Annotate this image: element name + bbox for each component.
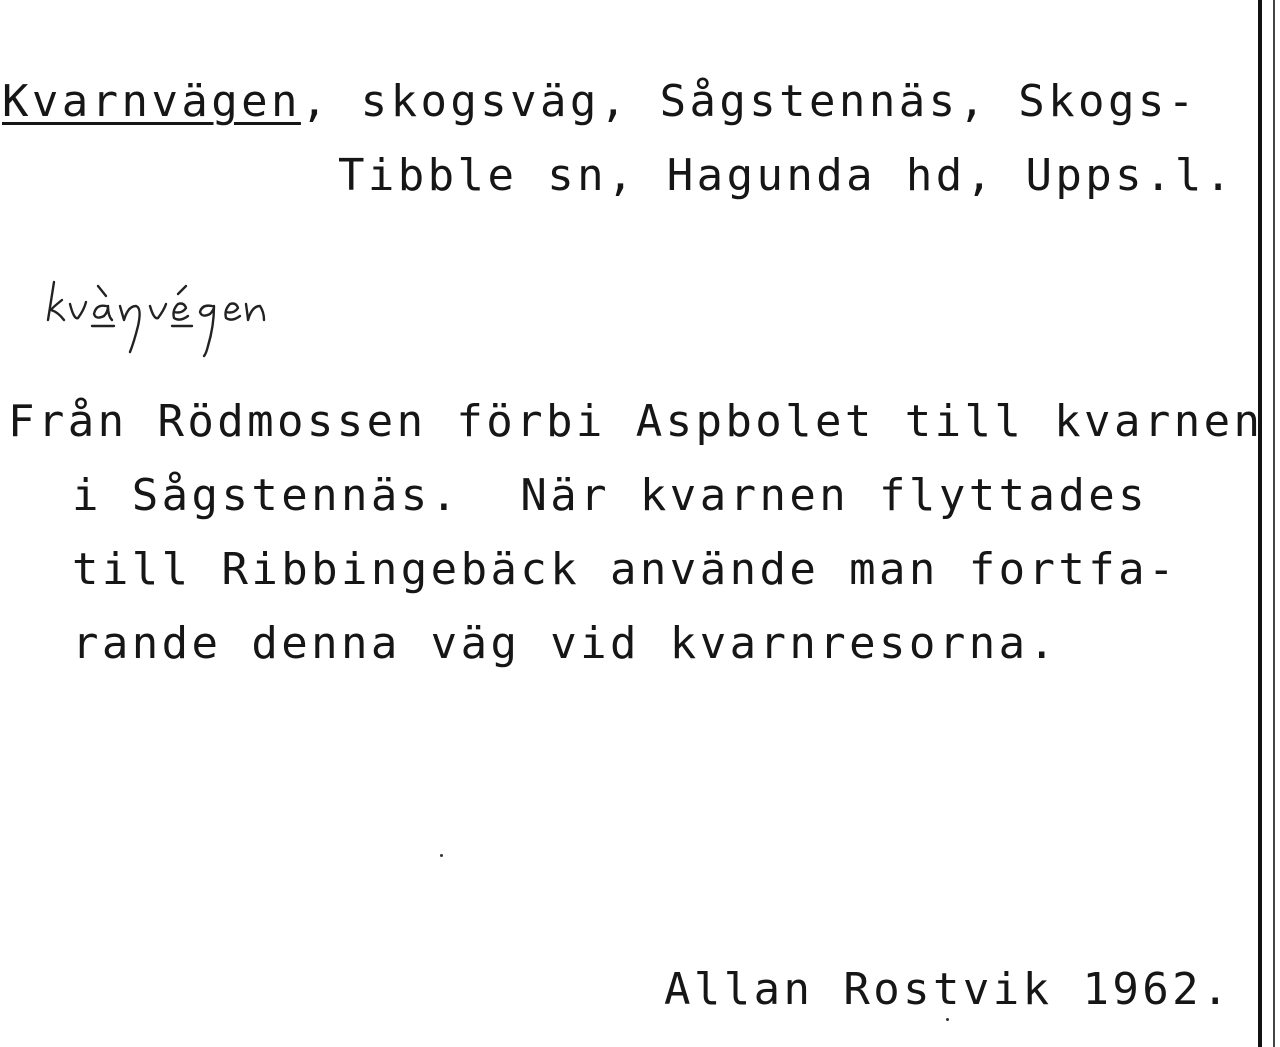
body-line-2: i Sågstennäs. När kvarnen flyttades — [72, 470, 1149, 521]
handwritten-pronunciation-drawing — [40, 262, 440, 372]
paper-speck — [946, 1018, 949, 1021]
body-line-4: rande denna väg vid kvarnresorna. — [72, 618, 1059, 669]
header-line-1 — [2, 76, 1198, 127]
signature: Allan Rostvik 1962. — [664, 964, 1232, 1015]
card-edge-border-secondary — [1273, 0, 1275, 1047]
place-name: Kvarnvägen — [2, 76, 301, 127]
handwritten-pronunciation — [40, 262, 440, 372]
header-line-2: Tibble sn, Hagunda hd, Upps.l. — [338, 150, 1235, 201]
paper-speck — [440, 854, 443, 857]
card-edge-border — [1258, 0, 1262, 1047]
body-line-3: till Ribbingebäck använde man fortfa- — [72, 544, 1178, 595]
body-line-1: Från Rödmossen förbi Aspbolet till kvarnen — [8, 396, 1264, 447]
header-description: , skogsväg, Sågstennäs, Skogs- — [300, 76, 1198, 127]
